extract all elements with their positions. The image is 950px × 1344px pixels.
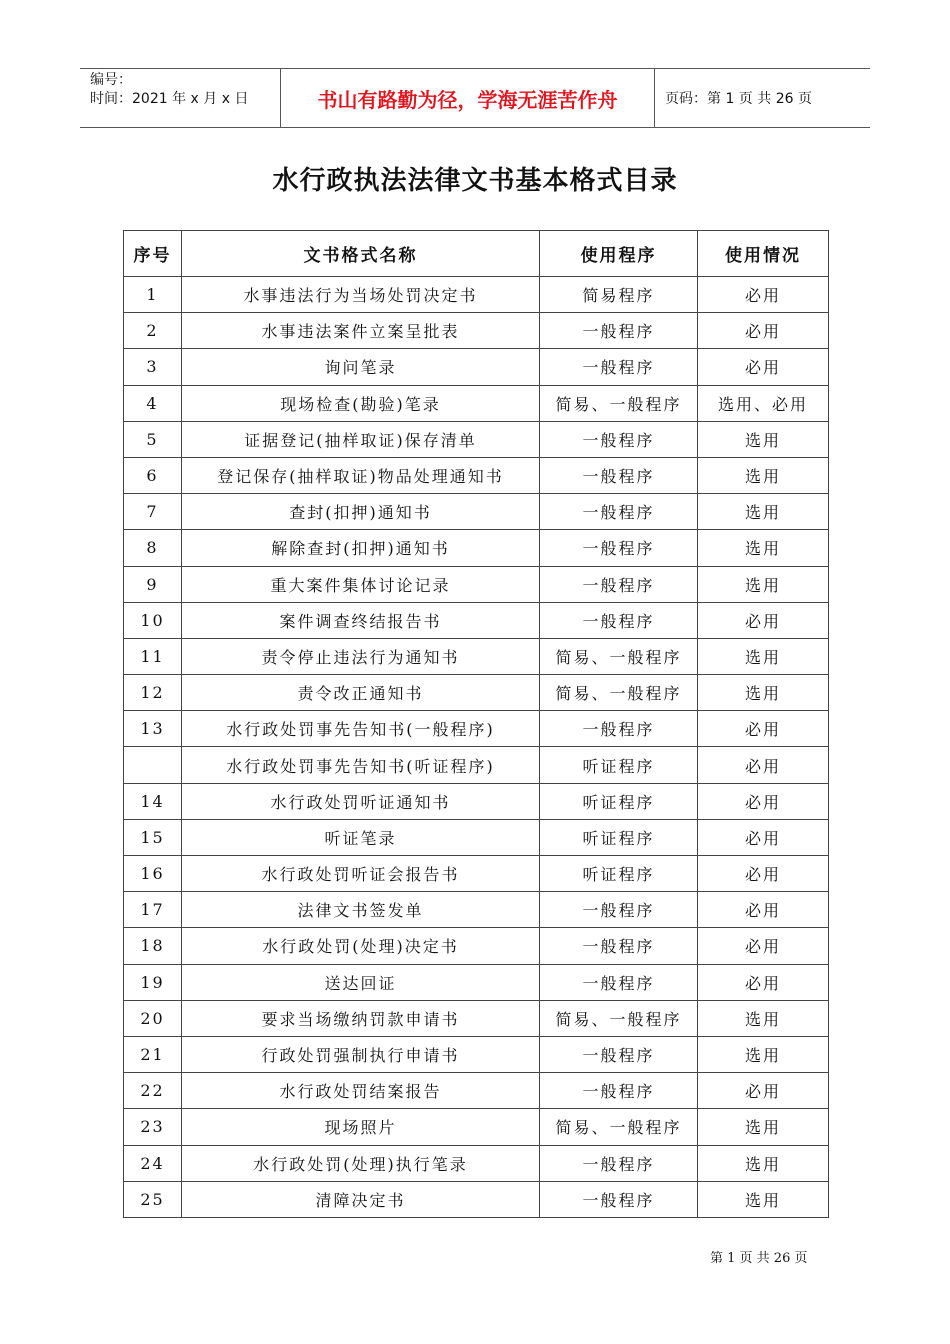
row-procedure-cell: 听证程序 bbox=[540, 856, 698, 892]
row-index-cell: 25 bbox=[124, 1181, 182, 1217]
row-procedure-cell: 听证程序 bbox=[540, 747, 698, 783]
table-body bbox=[124, 277, 829, 1218]
row-name-cell: 水行政处罚(处理)决定书 bbox=[182, 928, 540, 964]
table-row bbox=[124, 277, 829, 313]
row-name-cell: 案件调查终结报告书 bbox=[182, 602, 540, 638]
table-row bbox=[124, 928, 829, 964]
row-procedure-cell: 一般程序 bbox=[540, 711, 698, 747]
row-name-cell: 水行政处罚听证通知书 bbox=[182, 783, 540, 819]
row-usage-cell: 必用 bbox=[698, 892, 829, 928]
column-header-usage: 使用情况 bbox=[698, 231, 829, 277]
row-usage-cell: 必用 bbox=[698, 819, 829, 855]
row-name-cell: 法律文书签发单 bbox=[182, 892, 540, 928]
row-usage-cell: 必用 bbox=[698, 964, 829, 1000]
row-index-cell bbox=[124, 747, 182, 783]
row-name-cell: 清障决定书 bbox=[182, 1181, 540, 1217]
row-procedure-cell: 一般程序 bbox=[540, 530, 698, 566]
row-usage-cell: 选用 bbox=[698, 1036, 829, 1072]
row-name-cell: 重大案件集体讨论记录 bbox=[182, 566, 540, 602]
table-row bbox=[124, 856, 829, 892]
row-name-cell: 现场检查(勘验)笔录 bbox=[182, 385, 540, 421]
row-index-cell: 20 bbox=[124, 1000, 182, 1036]
row-usage-cell: 必用 bbox=[698, 1073, 829, 1109]
row-procedure-cell: 一般程序 bbox=[540, 457, 698, 493]
row-procedure-cell: 一般程序 bbox=[540, 1145, 698, 1181]
row-index-cell: 8 bbox=[124, 530, 182, 566]
row-procedure-cell: 一般程序 bbox=[540, 313, 698, 349]
row-name-cell: 水行政处罚事先告知书(一般程序) bbox=[182, 711, 540, 747]
row-procedure-cell: 一般程序 bbox=[540, 566, 698, 602]
row-name-cell: 询问笔录 bbox=[182, 349, 540, 385]
row-name-cell: 水行政处罚听证会报告书 bbox=[182, 856, 540, 892]
table-row bbox=[124, 530, 829, 566]
row-usage-cell: 选用 bbox=[698, 1145, 829, 1181]
row-index-cell: 4 bbox=[124, 385, 182, 421]
row-usage-cell: 必用 bbox=[698, 602, 829, 638]
row-name-cell: 水事违法案件立案呈批表 bbox=[182, 313, 540, 349]
row-usage-cell: 必用 bbox=[698, 747, 829, 783]
row-usage-cell: 必用 bbox=[698, 928, 829, 964]
row-procedure-cell: 一般程序 bbox=[540, 1181, 698, 1217]
row-usage-cell: 必用 bbox=[698, 313, 829, 349]
row-procedure-cell: 一般程序 bbox=[540, 494, 698, 530]
table-row bbox=[124, 385, 829, 421]
row-index-cell: 21 bbox=[124, 1036, 182, 1072]
row-usage-cell: 必用 bbox=[698, 711, 829, 747]
table-row bbox=[124, 964, 829, 1000]
row-name-cell: 证据登记(抽样取证)保存清单 bbox=[182, 421, 540, 457]
row-usage-cell: 选用、必用 bbox=[698, 385, 829, 421]
row-procedure-cell: 一般程序 bbox=[540, 892, 698, 928]
row-index-cell: 6 bbox=[124, 457, 182, 493]
row-name-cell: 解除查封(扣押)通知书 bbox=[182, 530, 540, 566]
row-procedure-cell: 听证程序 bbox=[540, 783, 698, 819]
table-row bbox=[124, 349, 829, 385]
row-name-cell: 送达回证 bbox=[182, 964, 540, 1000]
row-name-cell: 行政处罚强制执行申请书 bbox=[182, 1036, 540, 1072]
row-index-cell: 15 bbox=[124, 819, 182, 855]
table-row bbox=[124, 892, 829, 928]
row-procedure-cell: 一般程序 bbox=[540, 1036, 698, 1072]
row-procedure-cell: 一般程序 bbox=[540, 1073, 698, 1109]
table-row bbox=[124, 675, 829, 711]
row-usage-cell: 选用 bbox=[698, 566, 829, 602]
row-index-cell: 13 bbox=[124, 711, 182, 747]
table-row bbox=[124, 313, 829, 349]
row-index-cell: 17 bbox=[124, 892, 182, 928]
row-usage-cell: 选用 bbox=[698, 1000, 829, 1036]
row-name-cell: 责令停止违法行为通知书 bbox=[182, 638, 540, 674]
row-index-cell: 7 bbox=[124, 494, 182, 530]
row-usage-cell: 选用 bbox=[698, 494, 829, 530]
row-procedure-cell: 听证程序 bbox=[540, 819, 698, 855]
row-name-cell: 水行政处罚事先告知书(听证程序) bbox=[182, 747, 540, 783]
row-index-cell: 24 bbox=[124, 1145, 182, 1181]
row-name-cell: 水行政处罚结案报告 bbox=[182, 1073, 540, 1109]
row-index-cell: 22 bbox=[124, 1073, 182, 1109]
column-header-name: 文书格式名称 bbox=[182, 231, 540, 277]
row-name-cell: 水行政处罚(处理)执行笔录 bbox=[182, 1145, 540, 1181]
row-index-cell: 12 bbox=[124, 675, 182, 711]
row-index-cell: 9 bbox=[124, 566, 182, 602]
header-meta bbox=[80, 69, 281, 127]
row-usage-cell: 必用 bbox=[698, 277, 829, 313]
row-procedure-cell: 一般程序 bbox=[540, 928, 698, 964]
row-name-cell: 查封(扣押)通知书 bbox=[182, 494, 540, 530]
table-row bbox=[124, 566, 829, 602]
header-motto: 书山有路勤为径，学海无涯苦作舟 bbox=[281, 69, 655, 127]
column-header-procedure: 使用程序 bbox=[540, 231, 698, 277]
row-name-cell: 责令改正通知书 bbox=[182, 675, 540, 711]
row-index-cell: 2 bbox=[124, 313, 182, 349]
row-procedure-cell: 简易程序 bbox=[540, 277, 698, 313]
row-usage-cell: 必用 bbox=[698, 856, 829, 892]
row-name-cell: 要求当场缴纳罚款申请书 bbox=[182, 1000, 540, 1036]
row-index-cell: 11 bbox=[124, 638, 182, 674]
table-row bbox=[124, 1109, 829, 1145]
row-procedure-cell: 简易、一般程序 bbox=[540, 675, 698, 711]
table-row bbox=[124, 457, 829, 493]
row-usage-cell: 必用 bbox=[698, 349, 829, 385]
row-procedure-cell: 一般程序 bbox=[540, 602, 698, 638]
row-name-cell: 登记保存(抽样取证)物品处理通知书 bbox=[182, 457, 540, 493]
row-usage-cell: 选用 bbox=[698, 530, 829, 566]
row-usage-cell: 必用 bbox=[698, 783, 829, 819]
table-row bbox=[124, 711, 829, 747]
row-index-cell: 3 bbox=[124, 349, 182, 385]
header-date-label: 时间：2021 年 x 月 x 日 bbox=[90, 91, 249, 107]
row-procedure-cell: 简易、一般程序 bbox=[540, 1000, 698, 1036]
row-usage-cell: 选用 bbox=[698, 1109, 829, 1145]
table-row bbox=[124, 494, 829, 530]
document-format-table bbox=[123, 230, 829, 1218]
header-page-label: 页码：第 1 页 共 26 页 bbox=[665, 91, 812, 107]
row-index-cell: 1 bbox=[124, 277, 182, 313]
row-index-cell: 19 bbox=[124, 964, 182, 1000]
row-name-cell: 水事违法行为当场处罚决定书 bbox=[182, 277, 540, 313]
table-row bbox=[124, 1073, 829, 1109]
row-usage-cell: 选用 bbox=[698, 457, 829, 493]
row-index-cell: 5 bbox=[124, 421, 182, 457]
column-header-index: 序号 bbox=[124, 231, 182, 277]
page-footer: 第 1 页 共 26 页 bbox=[710, 1251, 808, 1266]
row-usage-cell: 选用 bbox=[698, 1181, 829, 1217]
row-procedure-cell: 简易、一般程序 bbox=[540, 385, 698, 421]
table-row bbox=[124, 783, 829, 819]
header-code-label: 编号： bbox=[90, 72, 132, 88]
table-row bbox=[124, 638, 829, 674]
table-row bbox=[124, 602, 829, 638]
table-row bbox=[124, 1000, 829, 1036]
table-row bbox=[124, 819, 829, 855]
table-row bbox=[124, 1181, 829, 1217]
row-procedure-cell: 一般程序 bbox=[540, 964, 698, 1000]
row-procedure-cell: 一般程序 bbox=[540, 421, 698, 457]
table-row bbox=[124, 1036, 829, 1072]
row-usage-cell: 选用 bbox=[698, 638, 829, 674]
row-name-cell: 听证笔录 bbox=[182, 819, 540, 855]
row-index-cell: 14 bbox=[124, 783, 182, 819]
row-index-cell: 23 bbox=[124, 1109, 182, 1145]
table-row bbox=[124, 421, 829, 457]
table-row bbox=[124, 747, 829, 783]
table-header-row bbox=[124, 231, 829, 277]
row-index-cell: 16 bbox=[124, 856, 182, 892]
page-header bbox=[80, 68, 870, 128]
row-procedure-cell: 简易、一般程序 bbox=[540, 638, 698, 674]
row-procedure-cell: 一般程序 bbox=[540, 349, 698, 385]
row-usage-cell: 选用 bbox=[698, 675, 829, 711]
row-name-cell: 现场照片 bbox=[182, 1109, 540, 1145]
row-index-cell: 18 bbox=[124, 928, 182, 964]
row-index-cell: 10 bbox=[124, 602, 182, 638]
row-procedure-cell: 简易、一般程序 bbox=[540, 1109, 698, 1145]
document-title: 水行政执法法律文书基本格式目录 bbox=[272, 166, 678, 196]
row-usage-cell: 选用 bbox=[698, 421, 829, 457]
table-row bbox=[124, 1145, 829, 1181]
